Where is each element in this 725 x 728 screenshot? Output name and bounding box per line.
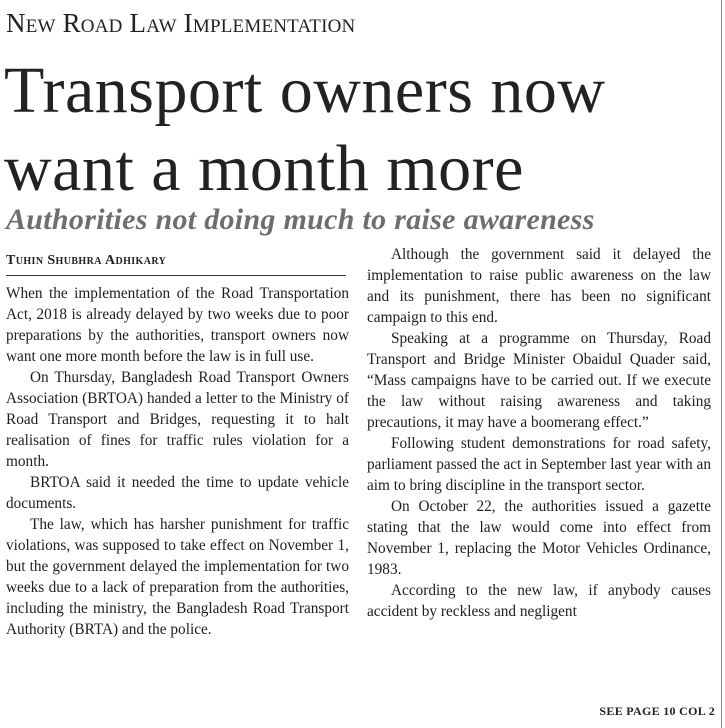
continued-on-page-link[interactable]: SEE PAGE 10 COL 2 — [599, 704, 715, 718]
paragraph: On October 22, the authorities issued a gazette stating that the law would come into effect from November 1, replacing the Motor Vehicles Ordinance, 1983. — [367, 498, 711, 578]
paragraph: BRTOA said it needed the time to update vehicle documents. — [6, 474, 349, 512]
paragraph: Following student demonstrations for road safety, parliament passed the act in September last year with an aim to bring discipline in the transport sector. — [367, 435, 711, 494]
paragraph: The law, which has harsher punishment for traffic violations, was supposed to take effect on November 1, but the government delayed the implementation for two weeks due to a lack of preparation from the authorities, including the ministry, the Bangladesh Road Transport Authority (BRTA) and the police. — [6, 516, 349, 638]
subheadline: Authorities not doing much to raise awareness — [6, 203, 595, 236]
body-column-right — [367, 244, 711, 622]
paragraph: On Thursday, Bangladesh Road Transport Owners Association (BRTOA) handed a letter to the Ministry of Road Transport and Bridges, requesting it to halt realisation of fines for traffic rules violation for a month. — [6, 369, 349, 470]
headline: Transport owners now want a month more — [4, 54, 606, 205]
body-column-left — [6, 283, 349, 640]
paragraph: When the implementation of the Road Transportation Act, 2018 is already delayed by two weeks due to poor preparations by the authorities, transport owners now want one more month before the law is in full use. — [6, 285, 349, 365]
column-divider — [721, 0, 722, 728]
kicker: New Road Law Implementation — [6, 8, 356, 38]
paragraph: Speaking at a programme on Thursday, Road Transport and Bridge Minister Obaidul Quader said, “Mass campaigns have to be carried out. If we execute the law without raising awareness and taking precautions, it may have a boomerang effect.” — [367, 330, 711, 431]
byline: Tuhin Shubhra Adhikary — [6, 253, 167, 268]
paragraph: According to the new law, if anybody causes accident by reckless and negligent — [367, 582, 711, 620]
byline-rule — [6, 275, 346, 276]
paragraph: Although the government said it delayed the implementation to raise public awareness on the law and its punishment, there has been no significant campaign to this end. — [367, 246, 711, 326]
